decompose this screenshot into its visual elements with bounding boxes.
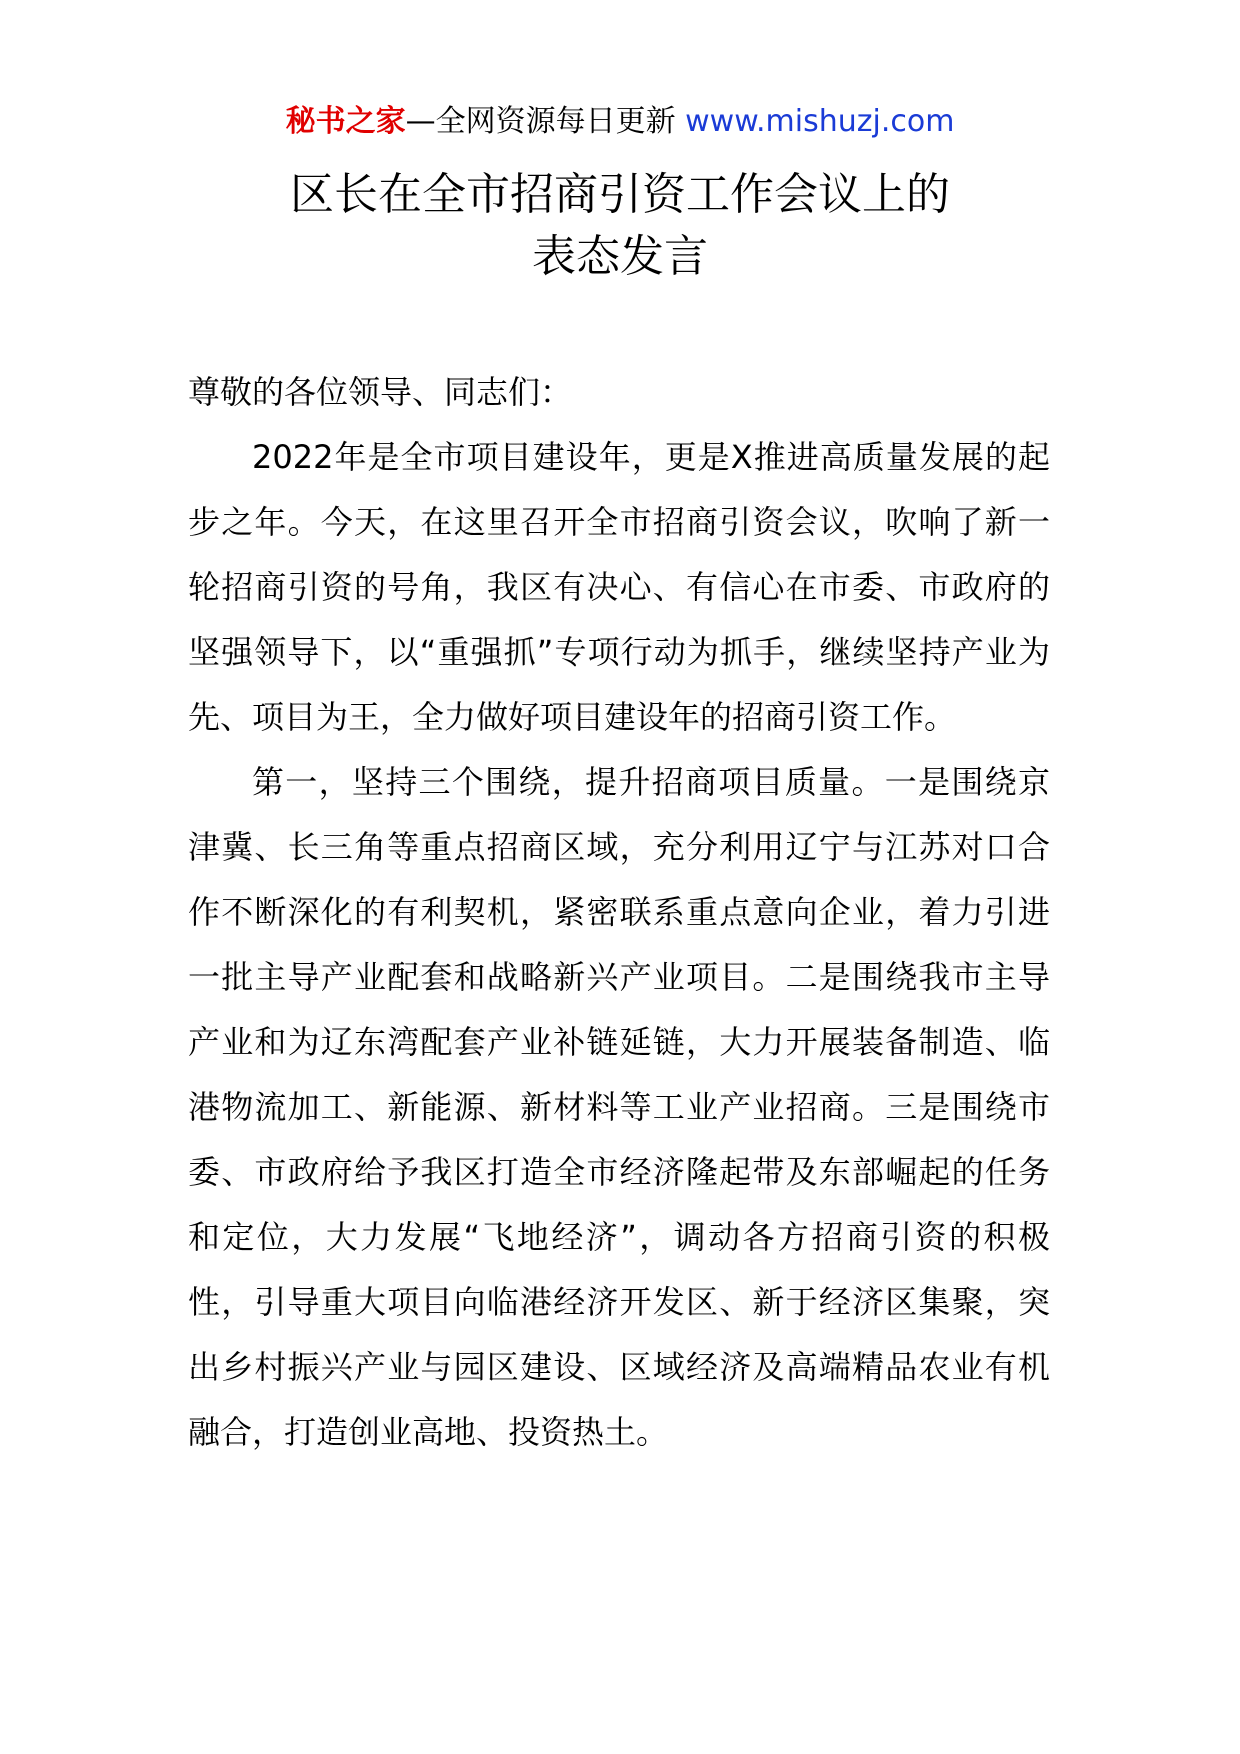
salutation: 尊敬的各位领导、同志们： bbox=[188, 373, 573, 411]
document-title bbox=[0, 164, 1240, 288]
title-line-2: 表态发言 bbox=[532, 231, 708, 282]
site-url-link[interactable]: www.mishuzj.com bbox=[685, 104, 955, 139]
title-line-1: 区长在全市招商引资工作会议上的 bbox=[290, 169, 950, 220]
header-tagline: —全网资源每日更新 bbox=[405, 104, 686, 139]
brand-name: 秘书之家 bbox=[285, 104, 406, 139]
paragraph-2: 第一，坚持三个围绕，提升招商项目质量。一是围绕京津冀、长三角等重点招商区域，充分利用辽宁与江苏对口合作不断深化的有利契机，紧密联系重点意向企业，着力引进一批主导产业配套和战略新兴产业项目。二是围绕我市主导产业和为辽东湾配套产业补链延链，大力开展装备制造、临港物流加工、新能源、新材料等工业产业招商。三是围绕市委、市政府给予我区打造全市经济隆起带及东部崛起的任务和定位，大力发展“飞地经济”，调动各方招商引资的积极性，引导重大项目向临港经济开发区、新于经济区集聚，突出乡村振兴产业与园区建设、区域经济及高端精品农业有机融合，打造创业高地、投资热土。 bbox=[188, 763, 1050, 1451]
site-header-banner bbox=[0, 102, 1240, 142]
document-body bbox=[188, 360, 1050, 1465]
paragraph-1: 2022年是全市项目建设年，更是X推进高质量发展的起步之年。今天，在这里召开全市招商引资会议，吹响了新一轮招商引资的号角，我区有决心、有信心在市委、市政府的坚强领导下，以“重强抓”专项行动为抓手，继续坚持产业为先、项目为王，全力做好项目建设年的招商引资工作。 bbox=[188, 438, 1050, 736]
